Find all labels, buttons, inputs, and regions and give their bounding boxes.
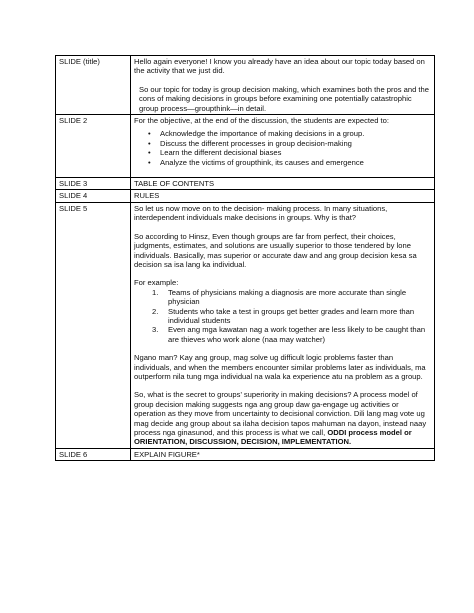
slide-label: SLIDE 4 <box>56 190 131 202</box>
slide-content: TABLE OF CONTENTS <box>131 178 435 190</box>
table-row <box>56 202 435 448</box>
table-row <box>56 56 435 115</box>
slide-label: SLIDE 6 <box>56 448 131 460</box>
table-row <box>56 190 435 202</box>
list-item: 2. Students who take a test in groups get better grades and learn more than individual students <box>152 306 415 325</box>
paragraph: Hello again everyone! I know you already have an idea about our topic today based on the activity that we just did. <box>134 57 425 76</box>
table-row <box>56 115 435 178</box>
paragraph: Ngano man? Kay ang group, mag solve ug difficult logic problems faster than individuals, and when the members encounter similar problems later as individuals, ma outperform nila tung mga individual na wala ka experience atu na problem as a group. <box>134 353 426 381</box>
slide-label: SLIDE 5 <box>56 202 131 448</box>
bullet-icon: • <box>148 138 151 148</box>
bullet-icon: • <box>148 129 151 139</box>
list-item: • Discuss the different processes in group decision-making <box>148 138 352 148</box>
list-item: • Learn the different decisional biases <box>148 148 282 158</box>
paragraph: So according to Hinsz, Even though groups are far from perfect, their choices, judgments, estimates, and solutions are usually superior to those tendered by lone individuals. Basically, mas superior or accurate daw and ang group decision kesa sa decision sa isa lang ka individual. <box>134 231 417 269</box>
bullet-icon: • <box>148 148 151 158</box>
paragraph: So, what is the secret to groups’ superiority in making decisions? A process model of group decision making suggests nga ang group daw ga-engage ug activities or operation as they move from uncertainty to decisional conviction. Dili lang mag vote ug mag decide ang group about sa ilaha decision tapos mahuman na dayon, instead naay process nga ginasunod, and this process is what we call, ODDI process model or ORIENTATION, DISCUSSION, DECISION, IMPLEMENTATION. <box>134 390 427 447</box>
paragraph: For the objective, at the end of the discussion, the students are expected to: <box>134 116 389 126</box>
list-item: • Analyze the victims of groupthink, its causes and emergence <box>148 157 364 167</box>
slide-label: SLIDE 3 <box>56 178 131 190</box>
list-item: 1. Teams of physicians making a diagnosis are more accurate than single physician <box>152 287 407 307</box>
slide-content <box>131 202 435 448</box>
list-item: 3. Even ang mga kawatan nag a work together are less likely to be caught than are thieves who work alone (naa may watcher) <box>152 325 426 344</box>
slide-content: RULES <box>131 190 435 202</box>
slide-label: SLIDE 2 <box>56 115 131 178</box>
slide-content <box>131 115 435 178</box>
paragraph: So our topic for today is group decision making, which examines both the pros and the cons of making decisions in groups before examining one potentially catastrophic group process—groupthink—in detail. <box>139 84 429 113</box>
examples-list <box>134 288 431 344</box>
paragraph: So let us now move on to the decision- making process. In many situations, interdependent individuals make decisions in groups. Why is that? <box>134 203 388 223</box>
objectives-list <box>134 129 431 167</box>
slide-script-table <box>55 55 435 461</box>
table-row <box>56 448 435 460</box>
slide-content: EXPLAIN FIGURE* <box>131 448 435 460</box>
oddi-model-text: ODDI process model or ORIENTATION, DISCUSSION, DECISION, IMPLEMENTATION. <box>134 428 412 447</box>
table-row <box>56 178 435 190</box>
example-label: For example: <box>134 278 179 288</box>
slide-label: SLIDE (title) <box>56 56 131 115</box>
list-item: • Acknowledge the importance of making decisions in a group. <box>148 129 365 139</box>
bullet-icon: • <box>148 157 151 167</box>
slide-content <box>131 56 435 115</box>
